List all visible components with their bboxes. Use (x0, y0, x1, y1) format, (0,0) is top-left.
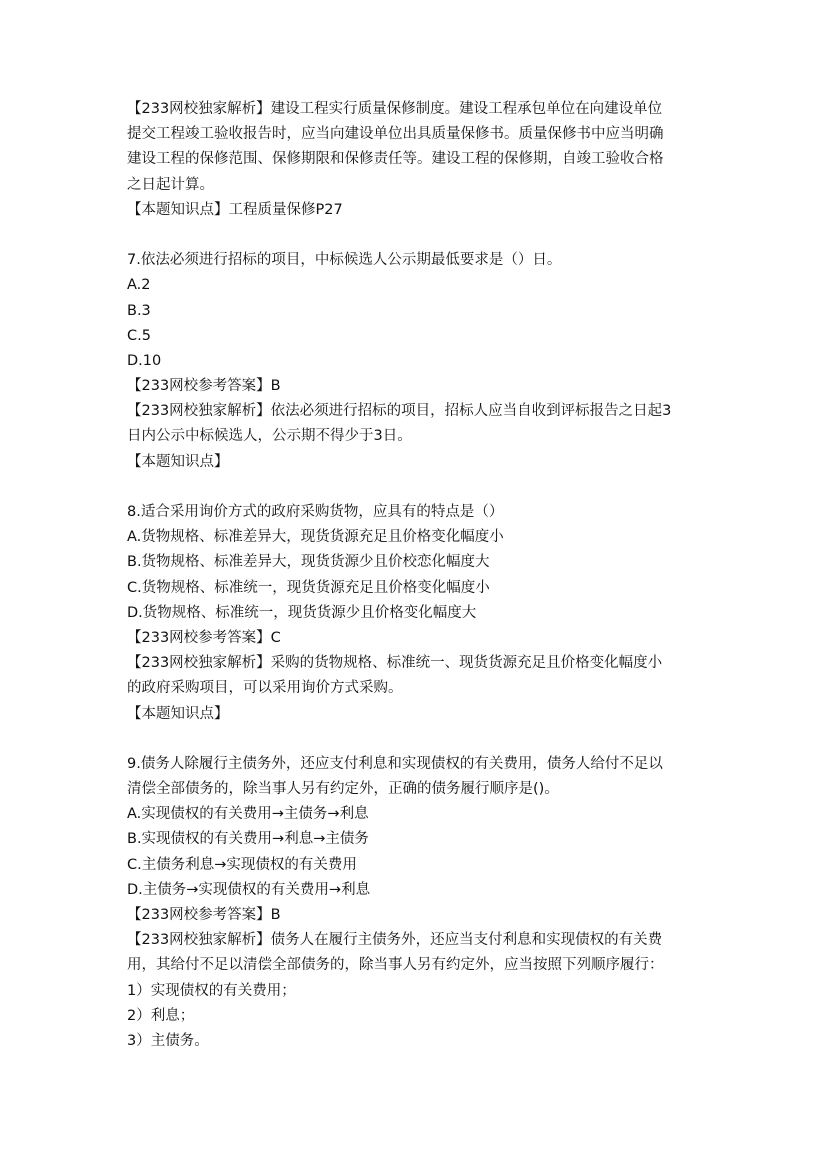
answer-line: 【233网校参考答案】B (127, 378, 281, 395)
spacer (127, 475, 707, 500)
knowledge-point: 【本题知识点】 (127, 705, 229, 722)
analysis-line: 用，其给付不足以清偿全部债务的，除当事人另有约定外，应当按照下列顺序履行： (127, 957, 664, 974)
analysis-line: 【233网校独家解析】采购的货物规格、标准统一、现货货源充足且价格变化幅度小 (127, 655, 663, 672)
option-a: A.2 (127, 277, 151, 294)
spacer (127, 727, 707, 752)
spacer (127, 223, 707, 248)
analysis-line: 建设工程的保修范围、保修期限和保修责任等。建设工程的保修期，自竣工验收合格 (127, 151, 664, 168)
question-7 (127, 248, 707, 475)
analysis-line: 之日起计算。 (127, 176, 214, 193)
answer-line: 【233网校参考答案】C (127, 629, 281, 646)
question-text: 9.债务人除履行主债务外，还应支付利息和实现债权的有关费用，债务人给付不足以 (127, 755, 663, 772)
knowledge-point: 【本题知识点】 (127, 453, 229, 470)
option-d: D.货物规格、标准统一，现货货源少且价格变化幅度大 (127, 604, 477, 621)
question-text: 清偿全部债务的，除当事人另有约定外，正确的债务履行顺序是()。 (127, 781, 559, 798)
knowledge-point: 【本题知识点】工程质量保修P27 (127, 201, 343, 218)
option-b: B.实现债权的有关费用→利息→主债务 (127, 831, 369, 848)
analysis-line: 提交工程竣工验收报告时，应当向建设单位出具质量保修书。质量保修书中应当明确 (127, 126, 664, 143)
option-d: D.主债务→实现债权的有关费用→利息 (127, 881, 371, 898)
option-d: D.10 (127, 352, 162, 369)
analysis-line: 3）主债务。 (127, 1032, 209, 1049)
section-6-analysis (127, 97, 707, 223)
option-b: B.3 (127, 302, 151, 319)
analysis-line: 日内公示中标候选人，公示期不得少于3日。 (127, 428, 412, 445)
question-text: 7.依法必须进行招标的项目，中标候选人公示期最低要求是（）日。 (127, 252, 562, 269)
analysis-line: 1）实现债权的有关费用； (127, 982, 296, 999)
question-8 (127, 500, 707, 727)
option-c: C.主债务利息→实现债权的有关费用 (127, 856, 357, 873)
option-c: C.5 (127, 327, 151, 344)
analysis-line: 【233网校独家解析】依法必须进行招标的项目，招标人应当自收到评标报告之日起3 (127, 403, 672, 420)
analysis-line: 的政府采购项目，可以采用询价方式采购。 (127, 680, 403, 697)
answer-line: 【233网校参考答案】B (127, 907, 281, 923)
option-c: C.货物规格、标准统一，现货货源充足且价格变化幅度小 (127, 579, 490, 596)
analysis-line: 2）利息； (127, 1007, 195, 1024)
option-b: B.货物规格、标准差异大，现货货源少且价校恋化幅度大 (127, 554, 490, 571)
question-9 (127, 752, 707, 1054)
analysis-line: 【233网校独家解析】债务人在履行主债务外，还应当支付利息和实现债权的有关费 (127, 932, 663, 949)
question-text: 8.适合采用询价方式的政府采购货物，应具有的特点是（） (127, 504, 504, 520)
option-a: A.实现债权的有关费用→主债务→利息 (127, 806, 369, 823)
analysis-line: 【233网校独家解析】建设工程实行质量保修制度。建设工程承包单位在向建设单位 (127, 101, 663, 117)
document-page (127, 97, 707, 1054)
option-a: A.货物规格、标准差异大，现货货源充足且价格变化幅度小 (127, 529, 504, 546)
